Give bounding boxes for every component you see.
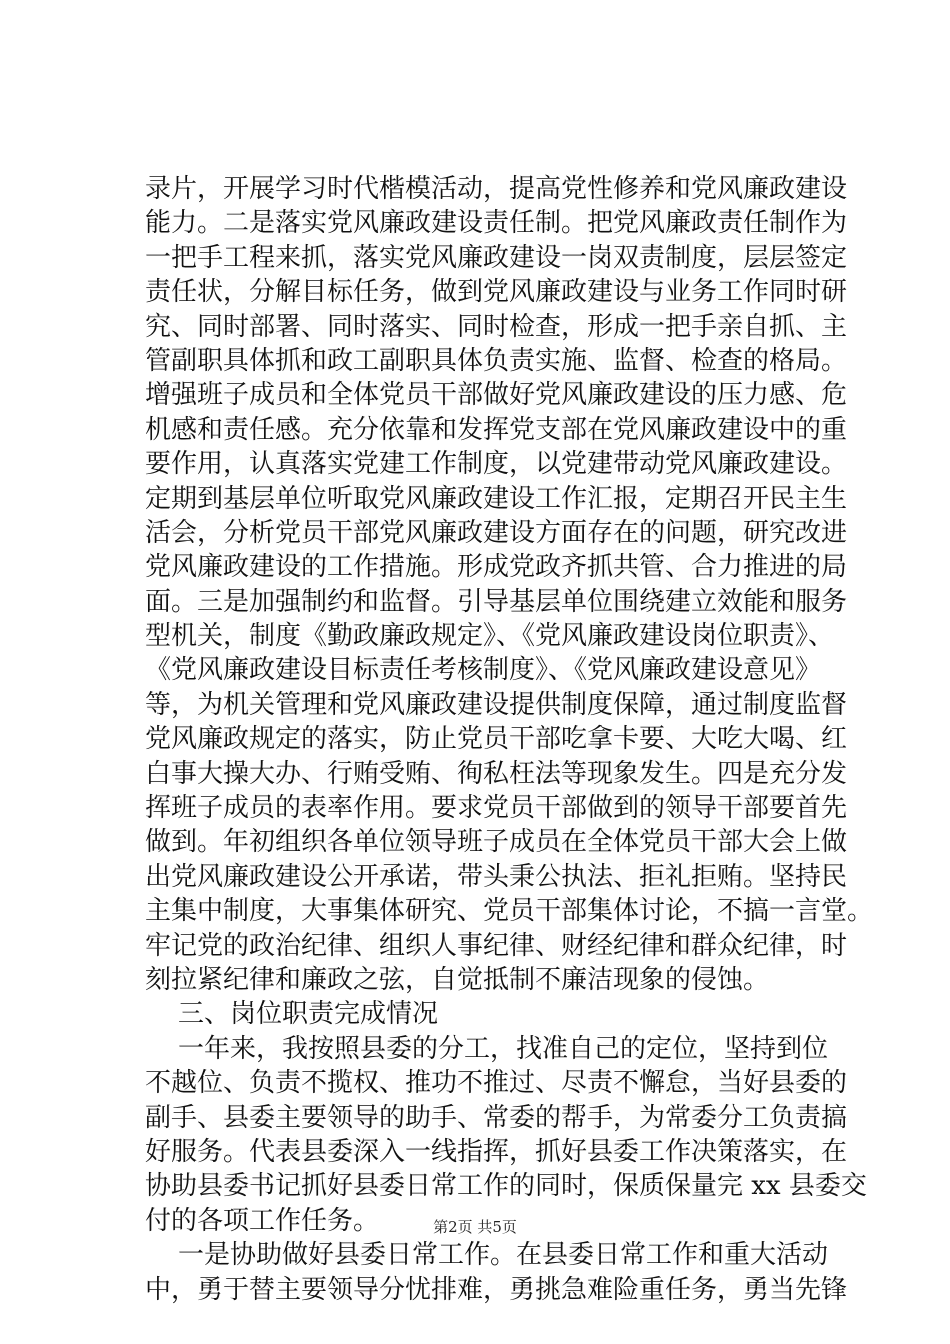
text-line: 好服务。代表县委深入一线指挥，抓好县委工作决策落实，在: [145, 1136, 848, 1167]
text-line: 一是协助做好县委日常工作。在县委日常工作和重大活动: [145, 1240, 829, 1271]
text-line: 要作用，认真落实党建工作制度，以党建带动党风廉政建设。: [145, 449, 848, 480]
text-line: 增强班子成员和全体党员干部做好党风廉政建设的压力感、危: [145, 380, 848, 411]
text-line: 党风廉政规定的落实，防止党员干部吃拿卡要、大吃大喝、红: [145, 724, 848, 755]
text-line: 《党风廉政建设目标责任考核制度》、《党风廉政建设意见》: [145, 655, 822, 686]
text-line: 中，勇于替主要领导分忧排难，勇挑急难险重任务，勇当先锋: [145, 1274, 848, 1305]
text-line: 副手、县委主要领导的助手、常委的帮手，为常委分工负责搞: [145, 1102, 848, 1133]
text-line: 能力。二是落实党风廉政建设责任制。把党风廉政责任制作为: [145, 208, 848, 239]
text-line: 白事大操大办、行贿受贿、徇私枉法等现象发生。四是充分发: [145, 758, 848, 789]
text-line: 一把手工程来抓，落实党风廉政建设一岗双责制度，层层签定: [145, 242, 848, 273]
text-line: 管副职具体抓和政工副职具体负责实施、监督、检查的格局。: [145, 345, 848, 376]
text-line: 刻拉紧纪律和廉政之弦，自觉抵制不廉洁现象的侵蚀。: [145, 964, 770, 995]
document-body: [145, 172, 874, 1307]
section-heading: 三、岗位职责完成情况: [145, 999, 439, 1030]
text-line: 机感和责任感。充分依靠和发挥党支部在党风廉政建设中的重: [145, 414, 848, 445]
text-line: 出党风廉政建设公开承诺，带头秉公执法、拒礼拒贿。坚持民: [145, 861, 848, 892]
text-line: 面。三是加强制约和监督。引导基层单位围绕建立效能和服务: [145, 586, 848, 617]
text-line: 付的各项工作任务。: [145, 1205, 380, 1236]
text-line: 等，为机关管理和党风廉政建设提供制度保障，通过制度监督: [145, 689, 848, 720]
text-line: 挥班子成员的表率作用。要求党员干部做到的领导干部要首先: [145, 793, 848, 824]
text-line: 协助县委书记抓好县委日常工作的同时，保质保量完 xx 县委交: [145, 1171, 867, 1202]
text-line: 做到。年初组织各单位领导班子成员在全体党员干部大会上做: [145, 827, 848, 858]
page-number: 第2页 共5页: [433, 1218, 517, 1236]
text-line: 活会，分析党员干部党风廉政建设方面存在的问题，研究改进: [145, 517, 848, 548]
text-line: 一年来，我按照县委的分工，找准自己的定位，坚持到位: [145, 1033, 829, 1064]
text-line: 牢记党的政治纪律、组织人事纪律、财经纪律和群众纪律，时: [145, 930, 848, 961]
text-line: 型机关，制度《勤政廉政规定》、《党风廉政建设岗位职责》、: [145, 621, 835, 652]
text-line: 主集中制度，大事集体研究、党员干部集体讨论，不搞一言堂。: [145, 896, 874, 927]
text-line: 党风廉政建设的工作措施。形成党政齐抓共管、合力推进的局: [145, 552, 848, 583]
text-line: 究、同时部署、同时落实、同时检查，形成一把手亲自抓、主: [145, 311, 848, 342]
text-line: 责任状，分解目标任务，做到党风廉政建设与业务工作同时研: [145, 277, 848, 308]
text-line: 不越位、负责不揽权、推功不推过、尽责不懈怠，当好县委的: [145, 1068, 848, 1099]
text-line: 录片，开展学习时代楷模活动，提高党性修养和党风廉政建设: [145, 174, 848, 204]
text-line: 定期到基层单位听取党风廉政建设工作汇报，定期召开民主生: [145, 483, 848, 514]
